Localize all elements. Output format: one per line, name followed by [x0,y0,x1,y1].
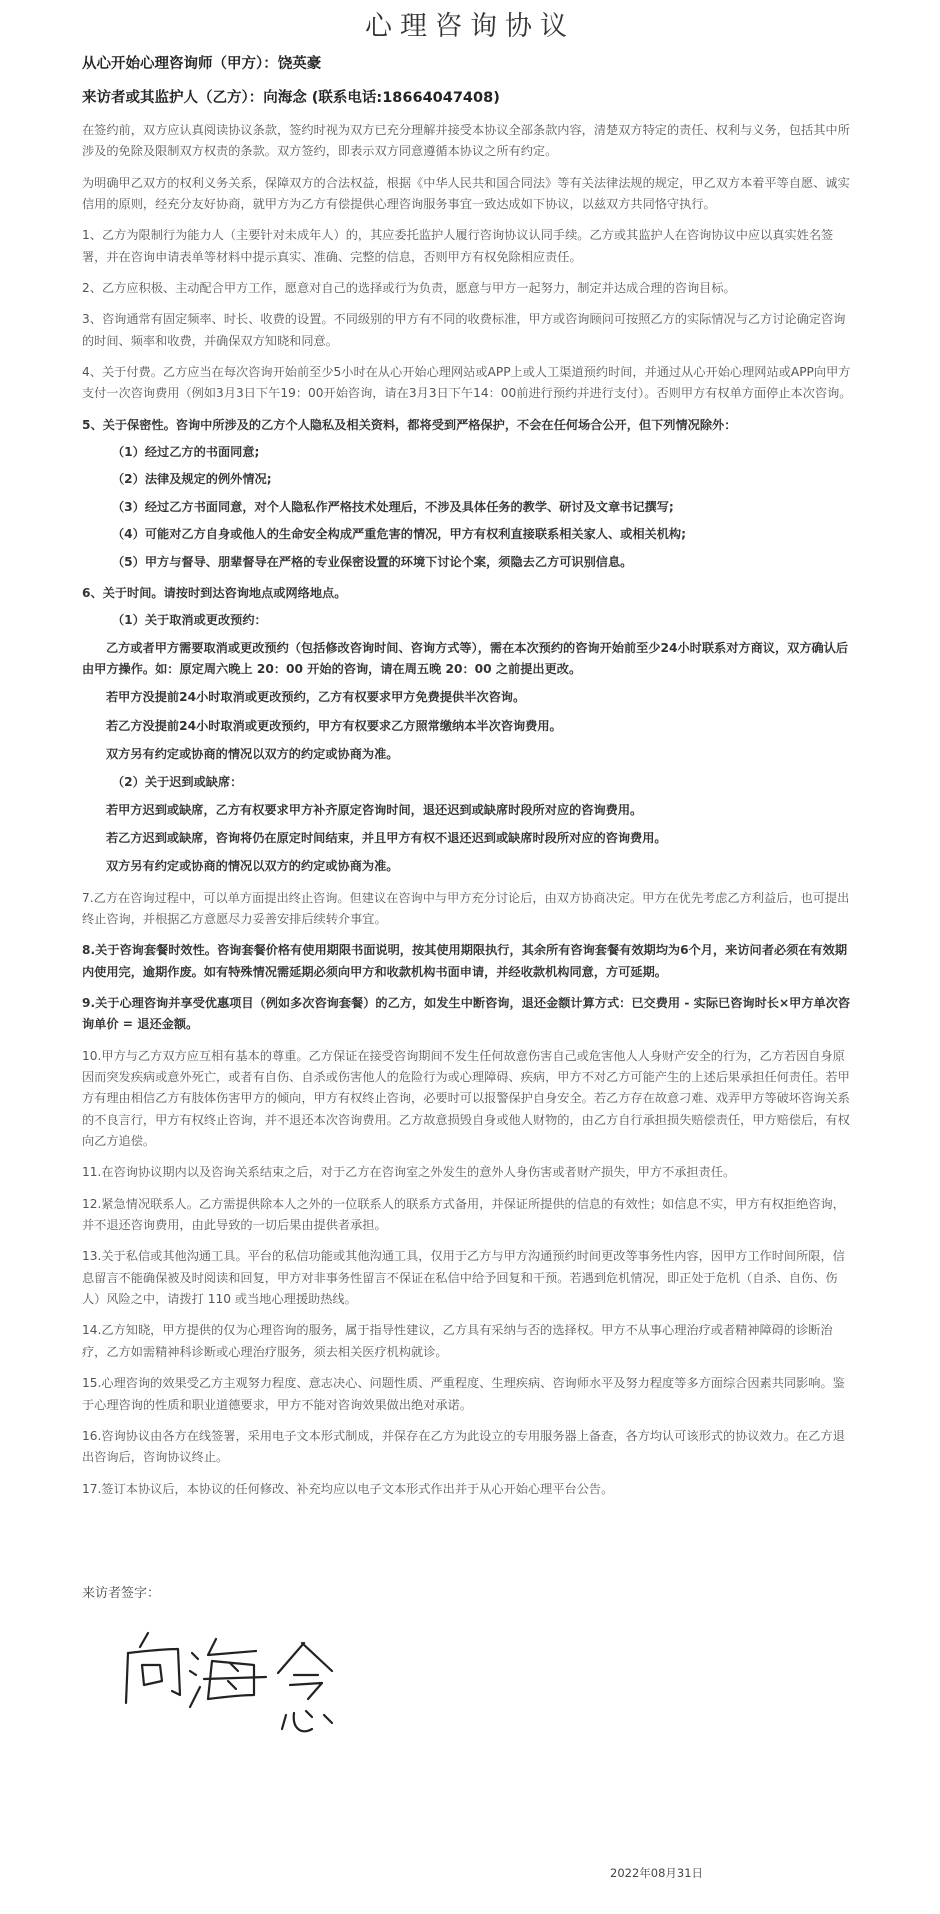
clause-6-paragraph: 双方另有约定或协商的情况以双方的约定或协商为准。 [106,746,399,761]
clause-10: 10.甲方与乙方双方应互相有基本的尊重。乙方保证在接受咨询期间不发生任何故意伤害自己或危害他人人身财产安全的行为，乙方若因自身原因而突发疾病或意外死亡，或者有自伤、自杀或伤害他人的危险行为或心理障碍、疾病，甲方不对乙方可能产生的上述后果承担任何责任。若甲方有理由相信乙方有肢体伤害甲方的倾向，甲方有权终止咨询，必要时可以报警保护自身安全。若乙方存在故意刁难、戏弄甲方等破坏咨询关系的不良言行，甲方有权终止咨询，并不退还本次咨询费用。乙方故意损毁自身或他人财物的，由乙方自行承担损失赔偿责任，甲方赔偿后，有权向乙方追偿。 [82,1048,850,1149]
sign-date: 2022年08月31日 [610,1866,704,1880]
clause-15: 15.心理咨询的效果受乙方主观努力程度、意志决心、问题性质、严重程度、生理疾病、咨询师水平及努力程度等多方面综合因素共同影响。鉴于心理咨询的性质和职业道德要求，甲方不能对咨询效果做出绝对承诺。 [82,1376,845,1412]
clause-9: 9.关于心理咨询并享受优惠项目（例如多次咨询套餐）的乙方，如发生中断咨询，退还金额计算方式：已交费用 - 实际已咨询时长×甲方单次咨询单价 = 退还金额。 [82,996,851,1032]
clause-12: 12.紧急情况联系人。乙方需提供除本人之外的一位联系人的联系方式备用，并保证所提供的信息的有效性；如信息不实，甲方有权拒绝咨询，并不退还咨询费用，由此导致的一切后果由提供者承担。 [82,1196,845,1233]
clause-6-subtitle-2: （2）关于迟到或缺席： [112,775,243,790]
party-b: 来访者或其监护人（乙方）：向海念 (联系电话:18664047408) [82,90,500,106]
clause-2: 2、乙方应积极、主动配合甲方工作，愿意对自己的选择或行为负责，愿意与甲方一起努力，制定并达成合理的咨询目标。 [82,281,736,296]
clause-13: 13.关于私信或其他沟通工具。平台的私信功能或其他沟通工具，仅用于乙方与甲方沟通预约时间更改等事务性内容，因甲方工作时间所限，信息留言不能确保被及时阅读和回复，甲方对非事务性留言不保证在私信中给予回复和干预。若遇到危机情况，即正处于危机（自杀、自伤、伤人）风险之中，请拨打 110 或当地心理援助热线。 [82,1249,845,1307]
clause-6-paragraph: 双方另有约定或协商的情况以双方的约定或协商为准。 [106,859,399,874]
clause-5-item: （1）经过乙方的书面同意; [112,445,260,460]
clause-3: 3、咨询通常有固定频率、时长、收费的设置。不同级别的甲方有不同的收费标准，甲方或咨询顾问可按照乙方的实际情况与乙方讨论确定咨询的时间、频率和收费，并确保双方知晓和同意。 [82,312,846,348]
intro-paragraph-2: 为明确甲乙双方的权利义务关系，保障双方的合法权益，根据《中华人民共和国合同法》等有关法律法规的规定，甲乙双方本着平等自愿、诚实信用的原则，经充分友好协商，就甲方为乙方有偿提供心理咨询服务事宜一致达成如下协议，以兹双方共同恪守执行。 [82,175,850,212]
intro-paragraph-1: 在签约前，双方应认真阅读协议条款，签约时视为双方已充分理解并接受本协议全部条款内容，清楚双方特定的责任、权利与义务，包括其中所涉及的免除及限制双方权责的条款。双方签约，即表示双方同意遵循本协议之所有约定。 [82,123,850,159]
agreement-body [82,120,852,1510]
signature-label: 来访者签字： [82,1586,161,1601]
clause-5-item: （3）经过乙方书面同意，对个人隐私作严格技术处理后，不涉及具体任务的教学、研讨及文章书记撰写; [112,499,674,514]
clause-6-paragraph: 若乙方迟到或缺席，咨询将仍在原定时间结束，并且甲方有权不退还迟到或缺席时段所对应的咨询费用。 [106,830,667,845]
clause-16: 16.咨询协议由各方在线签署，采用电子文本形式制成，并保存在乙方为此设立的专用服务器上备查，各方均认可该形式的协议效力。在乙方退出咨询后，咨询协议终止。 [82,1428,845,1465]
clause-5-item: （4）可能对乙方自身或他人的生命安全构成严重危害的情况，甲方有权利直接联系相关家人、或相关机构; [112,527,686,542]
clause-6-paragraph: 若甲方迟到或缺席，乙方有权要求甲方补齐原定咨询时间，退还迟到或缺席时段所对应的咨询费用。 [106,802,643,817]
clause-6-paragraph: 乙方或者甲方需要取消或更改预约（包括修改咨询时间、咨询方式等），需在本次预约的咨询开始前至少24小时联系对方商议，双方确认后由甲方操作。如：原定周六晚上 20：00 开始的咨询，请在周五晚 20：00 之前提出更改。 [82,640,849,676]
clause-4: 4、关于付费。乙方应当在每次咨询开始前至少5小时在从心开始心理网站或APP上或人工渠道预约时间，并通过从心开始心理网站或APP向甲方支付一次咨询费用（例如3月3日下午19：00开始咨询，请在3月3日下午14：00前进行预约并进行支付）。否则甲方有权单方面停止本次咨询。 [82,365,852,401]
clause-5-item: （2）法律及规定的例外情况; [112,472,272,487]
clause-8: 8.关于咨询套餐时效性。咨询套餐价格有使用期限书面说明，按其使用期限执行，其余所有咨询套餐有效期均为6个月，来访问者必须在有效期内使用完，逾期作废。如有特殊情况需延期必须向甲方和收款机构书面申请，并经收款机构同意，方可延期。 [82,943,848,979]
clause-7: 7.乙方在咨询过程中，可以单方面提出终止咨询。但建议在咨询中与甲方充分讨论后，由双方协商决定。甲方在优先考虑乙方利益后，也可提出终止咨询，并根据乙方意愿尽力妥善安排后续转介事宜。 [82,890,850,926]
clause-6-paragraph: 若甲方没提前24小时取消或更改预约，乙方有权要求甲方免费提供半次咨询。 [106,690,526,705]
handwritten-signature [120,1625,350,1755]
clause-11: 11.在咨询协议期内以及咨询关系结束之后，对于乙方在咨询室之外发生的意外人身伤害或者财产损失，甲方不承担责任。 [82,1165,736,1180]
clause-14: 14.乙方知晓，甲方提供的仅为心理咨询的服务，属于指导性建议，乙方具有采纳与否的选择权。甲方不从事心理治疗或者精神障碍的诊断治疗，乙方如需精神科诊断或心理治疗服务，须去相关医疗机构就诊。 [82,1323,833,1359]
party-a: 从心开始心理咨询师（甲方）：饶英豪 [82,56,322,72]
clause-17: 17.签订本协议后，本协议的任何修改、补充均应以电子文本形式作出并于从心开始心理平台公告。 [82,1481,614,1496]
clause-1: 1、乙方为限制行为能力人（主要针对未成年人）的，其应委托监护人履行咨询协议认同手续。乙方或其监护人在咨询协议中应以真实姓名签署，并在咨询申请表单等材料中提示真实、准确、完整的信息，否则甲方有权免除相应责任。 [82,228,834,264]
clause-6-paragraph: 若乙方没提前24小时取消或更改预约，甲方有权要求乙方照常缴纳本半次咨询费用。 [106,718,562,733]
clause-6: 6、关于时间。请按时到达咨询地点或网络地点。 [82,585,347,600]
clause-6-subtitle-1: （1）关于取消或更改预约： [112,613,267,628]
page-title: 心理咨询协议 [365,11,575,42]
clause-5: 5、关于保密性。咨询中所涉及的乙方个人隐私及相关资料，都将受到严格保护，不会在任何场合公开，但下列情况除外： [82,417,737,432]
clause-5-item: （5）甲方与督导、朋辈督导在严格的专业保密设置的环境下讨论个案，须隐去乙方可识别信息。 [112,554,633,569]
